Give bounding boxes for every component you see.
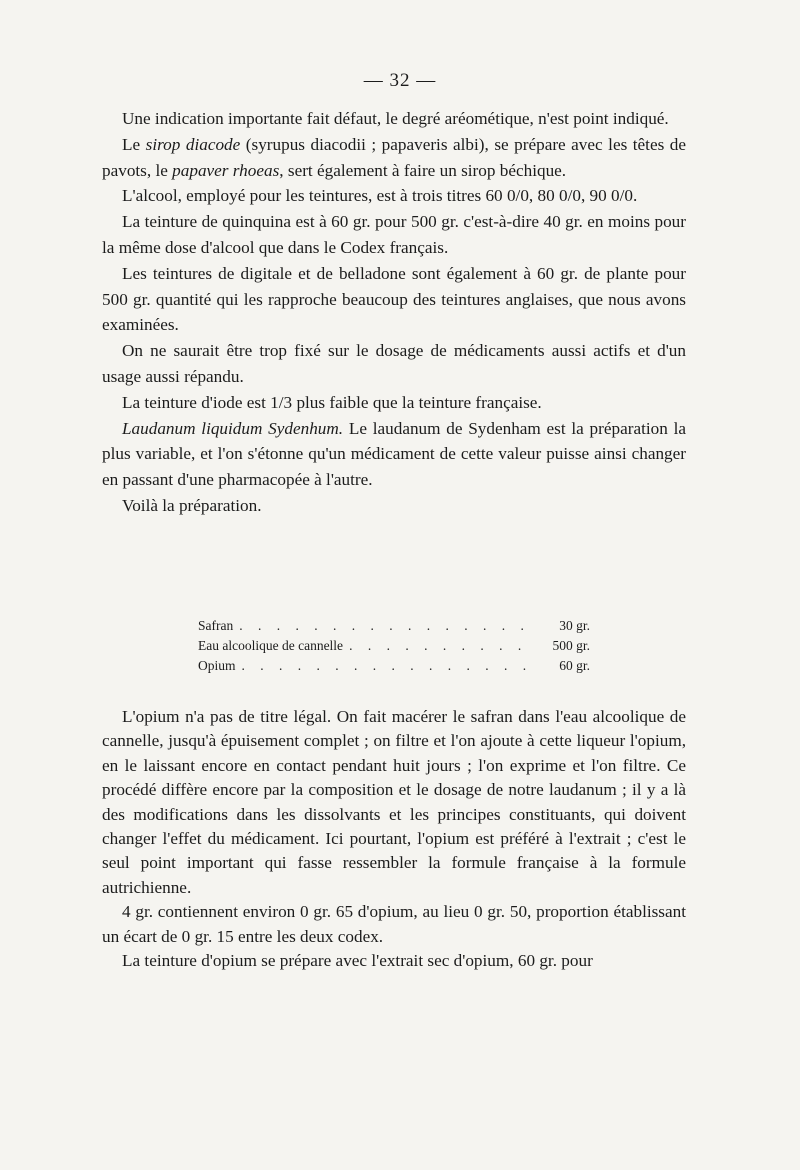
italic-term: papaver rhoeas — [172, 160, 280, 180]
paragraph: L'opium n'a pas de titre légal. On fait macérer le safran dans l'eau alcoolique de cannelle, jusqu'à épuisement complet ; on filtre et l'on ajoute à cette liqueur l'opium, en le laissant encore en contact pendant huit jours ; l'on exprime et l'on filtre. Ce procédé diffère encore par la composition et le dosage de notre laudanum ; il y a là des modifications dans les dissolvants et les principes constituants, qui doivent changer l'effet du médicament. Ici pourtant, l'opium est préféré à l'extrait ; c'est le seul point important qui fasse ressembler la formule française à la formule autrichienne. — [102, 707, 686, 897]
italic-term: Laudanum liquidum Sydenhum. — [122, 418, 344, 438]
text-run: Le — [122, 134, 141, 154]
italic-term: sirop diacode — [145, 134, 241, 154]
ingredient-name: Opium — [198, 658, 236, 673]
paragraph: On ne saurait être trop fixé sur le dosage de médicaments aussi actifs et d'un usage aussi répandu. — [102, 341, 686, 386]
ingredient-qty: 500 gr. — [552, 638, 590, 653]
body-text-bottom — [102, 705, 686, 973]
recipe-row — [198, 616, 590, 636]
leader-dots — [236, 656, 530, 676]
text-run: (syrupus diacodii ; papaveris albi), se prépare avec les têtes de pavots, le — [102, 134, 687, 180]
paragraph: L'alcool, employé pour les teintures, est à trois titres 60 0/0, 80 0/0, 90 0/0. — [122, 186, 638, 206]
paragraph: La teinture d'iode est 1/3 plus faible que la teinture française. — [122, 392, 542, 412]
body-text-top — [102, 106, 686, 519]
paragraph: La teinture d'opium se prépare avec l'extrait sec d'opium, 60 gr. pour — [122, 951, 593, 971]
ingredient-name: Safran — [198, 618, 234, 633]
leader-dots — [343, 636, 530, 656]
recipe-table — [198, 616, 590, 676]
recipe-row — [198, 636, 590, 656]
ingredient-qty: 30 gr. — [559, 618, 590, 633]
paragraph: Les teintures de digitale et de belladone sont également à 60 gr. de plante pour 500 gr. quantité qui les rapproche beaucoup des teintures anglaises, que nous avons examinées. — [102, 263, 686, 335]
paragraph — [102, 132, 686, 184]
paragraph: Voilà la préparation. — [122, 495, 262, 515]
paragraph: La teinture de quinquina est à 60 gr. pour 500 gr. c'est-à-dire 40 gr. en moins pour la même dose d'alcool que dans le Codex français. — [102, 212, 686, 257]
page-number: — 32 — — [363, 70, 437, 91]
paragraph: 4 gr. contiennent environ 0 gr. 65 d'opium, au lieu 0 gr. 50, proportion établissant un écart de 0 gr. 15 entre les deux codex. — [102, 902, 686, 946]
paragraph: Une indication importante fait défaut, le degré aréométique, n'est point indiqué. — [122, 109, 669, 128]
ingredient-name: Eau alcoolique de cannelle — [198, 638, 344, 653]
paragraph — [102, 416, 686, 493]
recipe-row — [198, 656, 590, 676]
ingredient-qty: 60 gr. — [559, 658, 590, 673]
leader-dots — [233, 616, 530, 636]
text-run: Le laudanum de Sydenham est la préparation la plus variable, et l'on s'étonne qu'un médicament de cette valeur puisse ainsi changer en passant d'une pharmacopée à l'autre. — [102, 418, 686, 490]
text-run: , sert également à faire un sirop béchique. — [279, 160, 567, 180]
